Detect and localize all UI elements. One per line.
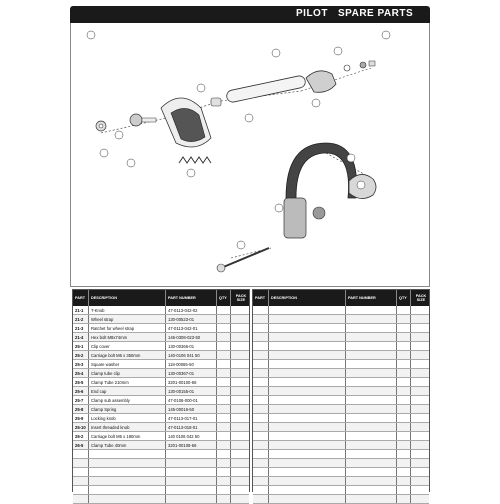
table-row: [73, 486, 249, 495]
cell-pack: [411, 306, 429, 314]
cell-part: [253, 342, 269, 350]
cell-qty: [397, 369, 411, 377]
cell-part: 25-4: [73, 369, 89, 377]
cell-part-number: [166, 459, 217, 467]
cell-description: Ratchet for wheel strap: [89, 324, 166, 332]
cell-part-number: 47-0113-042-02: [166, 306, 217, 314]
cell-description: Carriage bolt M6 x 350mm: [89, 351, 166, 359]
exploded-diagram: [70, 23, 430, 287]
cell-description: [269, 477, 346, 485]
cell-description: End cap: [89, 387, 166, 395]
cell-pack: [411, 414, 429, 422]
cell-part: 21-3: [73, 324, 89, 332]
cell-part: [73, 450, 89, 458]
cell-qty: [397, 405, 411, 413]
cell-pack: [411, 432, 429, 440]
cell-qty: [217, 441, 231, 449]
cell-part-number: [346, 432, 397, 440]
cell-description: Carriage bolt M6 x 180mm: [89, 432, 166, 440]
cell-part-number: [346, 396, 397, 404]
cell-part: [253, 333, 269, 341]
cell-qty: [217, 405, 231, 413]
cell-qty: [217, 432, 231, 440]
cell-part-number: [346, 342, 397, 350]
cell-part: 26-5: [73, 441, 89, 449]
table-row: [253, 432, 429, 441]
table-row: [253, 369, 429, 378]
cell-pack: [231, 459, 249, 467]
cell-qty: [217, 360, 231, 368]
cell-pack: [231, 360, 249, 368]
cell-part: [253, 423, 269, 431]
cell-qty: [217, 342, 231, 350]
clip-cover: [211, 98, 221, 106]
cell-part-number: [346, 324, 397, 332]
cell-part-number: 130-00155-01: [166, 387, 217, 395]
col-pack-label: PACK: [235, 294, 247, 298]
cell-part: [73, 477, 89, 485]
cell-description: [89, 459, 166, 467]
cell-qty: [397, 396, 411, 404]
col-description: DESCRIPTION: [89, 290, 166, 306]
cell-description: [269, 459, 346, 467]
cell-pack: [231, 495, 249, 503]
cell-pack: [231, 486, 249, 494]
cell-part: 25-3: [73, 360, 89, 368]
brand-title: PILOT: [296, 8, 328, 19]
table-row: [253, 396, 429, 405]
cell-description: Clamp Tube 210mm: [89, 378, 166, 386]
table-row: [73, 369, 249, 378]
col-part-number: PART NUMBER: [346, 290, 397, 306]
cell-qty: [217, 306, 231, 314]
cell-pack: [411, 450, 429, 458]
cell-description: [269, 405, 346, 413]
cell-qty: [397, 486, 411, 494]
cell-part-number: [346, 423, 397, 431]
cell-part-number: 130-00366-01: [166, 342, 217, 350]
cell-qty: [217, 423, 231, 431]
cell-part-number: [346, 477, 397, 485]
cell-part: 21-2: [73, 315, 89, 323]
table-row: [253, 324, 429, 333]
cell-pack: [231, 396, 249, 404]
cell-part-number: 130-00367-01: [166, 369, 217, 377]
cell-qty: [217, 351, 231, 359]
cell-qty: [217, 477, 231, 485]
cell-part-number: [166, 495, 217, 503]
cell-part-number: 47-0113-042-01: [166, 324, 217, 332]
clamp-tube: [226, 75, 307, 103]
clamp-sub-assembly: [306, 61, 375, 92]
col-pack-label: PACK: [415, 294, 427, 298]
cell-part: 25-8: [73, 405, 89, 413]
cell-part-number: [346, 495, 397, 503]
cell-part: [253, 360, 269, 368]
cell-pack: [231, 423, 249, 431]
cell-qty: [397, 324, 411, 332]
cell-part: [253, 324, 269, 332]
header-bar: [70, 6, 430, 23]
table-row: [73, 450, 249, 459]
cell-part: [253, 459, 269, 467]
clamp-spring: [179, 157, 211, 163]
col-part: PART: [73, 290, 89, 306]
cell-part-number: 47-0113-018-01: [166, 423, 217, 431]
cell-qty: [397, 360, 411, 368]
cell-part-number: [166, 468, 217, 476]
table-row: [73, 306, 249, 315]
table-row: [73, 315, 249, 324]
table-row: [73, 414, 249, 423]
cell-pack: [231, 306, 249, 314]
cell-description: Clamp Spring: [89, 405, 166, 413]
cell-part-number: [166, 486, 217, 494]
cell-pack: [411, 423, 429, 431]
exploded-diagram-svg: [71, 23, 429, 286]
col-part: PART: [253, 290, 269, 306]
cell-part-number: [346, 315, 397, 323]
cell-description: Wheel strap: [89, 315, 166, 323]
cell-pack: [411, 387, 429, 395]
cell-pack: [231, 441, 249, 449]
cell-qty: [217, 324, 231, 332]
cell-description: [269, 414, 346, 422]
cell-part: [73, 459, 89, 467]
cell-description: [269, 333, 346, 341]
cell-pack: [231, 387, 249, 395]
cell-qty: [397, 495, 411, 503]
cell-part: [253, 486, 269, 494]
cell-qty: [397, 315, 411, 323]
cell-part: [253, 441, 269, 449]
cell-part: [253, 387, 269, 395]
cell-part-number: [346, 306, 397, 314]
cell-qty: [397, 342, 411, 350]
col-qty: QTY: [397, 290, 411, 306]
cell-part: [73, 495, 89, 503]
col-pack: [411, 290, 429, 306]
cell-description: [269, 423, 346, 431]
table-body: [73, 306, 249, 504]
table-row: [253, 360, 429, 369]
parts-table-right: [252, 289, 430, 492]
cell-part-number: [346, 450, 397, 458]
cell-part: [253, 315, 269, 323]
cell-pack: [411, 360, 429, 368]
cell-part: [253, 450, 269, 458]
parts-table-left: [72, 289, 250, 492]
table-row: [253, 423, 429, 432]
cell-description: [269, 369, 346, 377]
cell-pack: [411, 333, 429, 341]
cell-description: Hex bolt M8x74mm: [89, 333, 166, 341]
cell-pack: [411, 441, 429, 449]
locking-knob: [349, 174, 376, 198]
cell-part-number: [346, 441, 397, 449]
cell-part-number: 3201-00100-66: [166, 378, 217, 386]
cell-pack: [231, 450, 249, 458]
table-row: [73, 396, 249, 405]
cell-pack: [231, 468, 249, 476]
cell-part-number: [346, 360, 397, 368]
cell-description: [269, 360, 346, 368]
cell-part-number: [346, 405, 397, 413]
carriage-bolt: [217, 248, 269, 272]
cell-part: [73, 486, 89, 494]
cell-description: [269, 432, 346, 440]
cell-pack: [411, 351, 429, 359]
cell-description: [269, 495, 346, 503]
cell-qty: [217, 369, 231, 377]
cell-qty: [217, 495, 231, 503]
cell-part: [253, 432, 269, 440]
cell-pack: [411, 342, 429, 350]
cell-part: [253, 351, 269, 359]
table-row: [253, 351, 429, 360]
table-header: [253, 290, 429, 306]
cell-pack: [231, 342, 249, 350]
cell-qty: [397, 423, 411, 431]
cell-part-number: 140-0106 041 50: [166, 351, 217, 359]
cell-description: Square washer: [89, 360, 166, 368]
cell-pack: [411, 369, 429, 377]
cell-description: [89, 486, 166, 494]
cell-description: Clamp tube clip: [89, 369, 166, 377]
cell-pack: [411, 315, 429, 323]
col-pack-sub: SIZE: [416, 298, 426, 302]
cell-description: Clip cover: [89, 342, 166, 350]
cell-pack: [231, 333, 249, 341]
cell-part-number: [166, 477, 217, 485]
cell-pack: [231, 315, 249, 323]
cell-description: Locking knob: [89, 414, 166, 422]
cell-part-number: [346, 387, 397, 395]
cell-qty: [397, 459, 411, 467]
cell-qty: [397, 432, 411, 440]
cell-description: [269, 468, 346, 476]
cell-part: 21-4: [73, 333, 89, 341]
cell-description: [269, 315, 346, 323]
cell-pack: [411, 477, 429, 485]
cell-pack: [231, 324, 249, 332]
cell-qty: [397, 450, 411, 458]
cell-qty: [397, 441, 411, 449]
col-pack-sub: SIZE: [236, 298, 246, 302]
table-row: [73, 468, 249, 477]
cell-qty: [397, 414, 411, 422]
table-row: [73, 441, 249, 450]
table-row: [253, 387, 429, 396]
table-row: [253, 459, 429, 468]
hex-nut: [96, 121, 106, 131]
cell-pack: [411, 324, 429, 332]
cell-part-number: 130-00523-01: [166, 315, 217, 323]
wheel-strap: [284, 143, 357, 238]
cell-part: [253, 306, 269, 314]
cell-qty: [397, 351, 411, 359]
cell-part: 25-6: [73, 387, 89, 395]
cell-description: [269, 396, 346, 404]
cell-description: [269, 378, 346, 386]
callout-markers: [87, 31, 390, 249]
cell-part: [253, 468, 269, 476]
cell-qty: [397, 387, 411, 395]
col-description: DESCRIPTION: [269, 290, 346, 306]
cell-pack: [231, 432, 249, 440]
cell-pack: [231, 405, 249, 413]
cell-qty: [217, 468, 231, 476]
table-row: [73, 459, 249, 468]
cell-qty: [397, 333, 411, 341]
table-row: [253, 450, 429, 459]
cell-qty: [397, 306, 411, 314]
cell-qty: [217, 378, 231, 386]
cell-part-number: 47-0113-017-01: [166, 414, 217, 422]
cell-pack: [231, 378, 249, 386]
table-row: [73, 423, 249, 432]
cell-description: [269, 342, 346, 350]
cell-description: [89, 450, 166, 458]
cell-part: [253, 378, 269, 386]
cell-description: [89, 477, 166, 485]
col-part-number: PART NUMBER: [166, 290, 217, 306]
cell-pack: [231, 414, 249, 422]
cell-pack: [231, 369, 249, 377]
table-row: [73, 342, 249, 351]
table-row: [73, 324, 249, 333]
table-row: [253, 414, 429, 423]
table-row: [73, 333, 249, 342]
table-row: [253, 306, 429, 315]
cell-qty: [217, 315, 231, 323]
table-row: [73, 360, 249, 369]
table-row: [253, 342, 429, 351]
spare-parts-sheet: [70, 0, 430, 500]
cell-part-number: [346, 414, 397, 422]
cell-part-number: [346, 486, 397, 494]
table-row: [73, 405, 249, 414]
cell-part-number: 140 0106 042 50: [166, 432, 217, 440]
cell-pack: [411, 486, 429, 494]
cell-part: 25-5: [73, 378, 89, 386]
cell-part: 26-2: [73, 432, 89, 440]
cell-description: [269, 306, 346, 314]
cell-description: [269, 324, 346, 332]
cell-qty: [217, 396, 231, 404]
cell-qty: [217, 450, 231, 458]
table-row: [253, 405, 429, 414]
cell-description: T-Knob: [89, 306, 166, 314]
cell-qty: [217, 459, 231, 467]
cell-description: [269, 441, 346, 449]
table-row: [253, 477, 429, 486]
cell-part: 25-2: [73, 351, 89, 359]
table-row: [73, 477, 249, 486]
cell-part-number: [166, 450, 217, 458]
cell-part-number: 118-00065-50: [166, 360, 217, 368]
cell-description: Clamp Tube 40mm: [89, 441, 166, 449]
cell-part: [253, 495, 269, 503]
table-row: [73, 387, 249, 396]
cell-part-number: [346, 468, 397, 476]
cell-part: [253, 396, 269, 404]
col-qty: QTY: [217, 290, 231, 306]
cell-part: [253, 405, 269, 413]
cell-qty: [217, 387, 231, 395]
cell-pack: [411, 495, 429, 503]
cell-qty: [217, 333, 231, 341]
table-body: [253, 306, 429, 504]
table-row: [253, 378, 429, 387]
cell-description: [269, 351, 346, 359]
cell-qty: [397, 477, 411, 485]
cell-part-number: 47-0106-000-01: [166, 396, 217, 404]
cell-description: [269, 486, 346, 494]
cell-part-number: [346, 369, 397, 377]
cell-part: [253, 369, 269, 377]
cell-pack: [411, 468, 429, 476]
table-row: [253, 441, 429, 450]
table-row: [253, 468, 429, 477]
col-pack: [231, 290, 249, 306]
table-header: [73, 290, 249, 306]
cell-description: Insert threaded knob: [89, 423, 166, 431]
cell-part-number: [346, 378, 397, 386]
cell-part: [253, 414, 269, 422]
cell-qty: [217, 414, 231, 422]
cell-description: [89, 495, 166, 503]
cell-description: Clamp sub assembly: [89, 396, 166, 404]
cell-part-number: [346, 459, 397, 467]
cell-part-number: 146-0308-023-50: [166, 333, 217, 341]
table-row: [253, 486, 429, 495]
cell-pack: [411, 405, 429, 413]
cell-qty: [217, 486, 231, 494]
cell-description: [269, 387, 346, 395]
cell-pack: [411, 378, 429, 386]
cell-part-number: [346, 351, 397, 359]
cell-pack: [411, 459, 429, 467]
cell-part: 25-10: [73, 423, 89, 431]
cell-pack: [411, 396, 429, 404]
page-title: SPARE PARTS: [338, 8, 414, 19]
cell-part: [253, 477, 269, 485]
cell-qty: [397, 378, 411, 386]
cell-part-number: 145-00016-50: [166, 405, 217, 413]
cell-description: [269, 450, 346, 458]
cell-part: 21-1: [73, 306, 89, 314]
cell-part-number: 3201-00108-66: [166, 441, 217, 449]
cell-pack: [231, 351, 249, 359]
cell-part: 25-1: [73, 342, 89, 350]
cell-part-number: [346, 333, 397, 341]
cell-pack: [231, 477, 249, 485]
table-row: [73, 351, 249, 360]
ratchet-body: [161, 98, 211, 147]
cell-part: [73, 468, 89, 476]
cell-part: 25-9: [73, 414, 89, 422]
cell-qty: [397, 468, 411, 476]
cell-part: 25-7: [73, 396, 89, 404]
table-row: [73, 378, 249, 387]
table-row: [253, 315, 429, 324]
cell-description: [89, 468, 166, 476]
table-row: [73, 432, 249, 441]
table-row: [253, 333, 429, 342]
t-knob: [130, 114, 156, 126]
